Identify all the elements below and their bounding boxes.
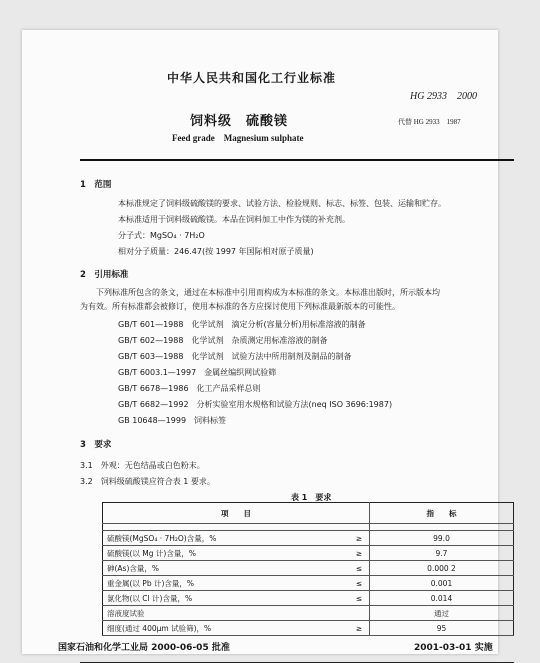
row-value: 95 xyxy=(370,621,514,636)
row-item: 细度(通过 400μm 试验筛)，% xyxy=(103,621,350,636)
table-caption: 表 1 要求 xyxy=(291,493,332,502)
row-sign: ≤ xyxy=(349,591,370,606)
table-header-row xyxy=(103,503,514,524)
effective-date: 2001-03-01 实施 xyxy=(414,643,493,653)
row-value: 0.014 xyxy=(370,591,514,606)
table-row xyxy=(103,561,514,576)
column-header-value: 指 标 xyxy=(370,503,514,524)
requirement-table-ref: 3.2 饲料级硫酸镁应符合表 1 要求。 xyxy=(80,477,215,486)
table-row xyxy=(103,621,514,636)
table-row xyxy=(103,531,514,546)
molar-mass-line: 相对分子质量：246.47(按 1997 年国际相对原子质量) xyxy=(118,247,314,256)
header-divider xyxy=(80,159,514,161)
row-value: 0.000 2 xyxy=(370,561,514,576)
standard-title: 中华人民共和国化工行业标准 xyxy=(167,71,337,85)
row-sign xyxy=(349,606,370,621)
reference-item: GB/T 602—1988 化学试剂 杂质测定用标准溶液的制备 xyxy=(118,336,328,345)
row-sign: ≥ xyxy=(349,546,370,561)
reference-item: GB/T 601—1988 化学试剂 滴定分析(容量分析)用标准溶液的制备 xyxy=(118,320,366,329)
row-sign: ≤ xyxy=(349,561,370,576)
scope-line: 本标准适用于饲料级硫酸镁。本品在饲料加工中作为镁的补充剂。 xyxy=(118,215,350,224)
reference-item: GB 10648—1999 饲料标签 xyxy=(118,416,227,425)
row-item: 砷(As)含量，% xyxy=(103,561,350,576)
reference-intro: 下列标准所包含的条文，通过在本标准中引用而构成为本标准的条文。本标准出版时，所示版本均 xyxy=(96,288,440,297)
row-sign: ≥ xyxy=(349,531,370,546)
column-header-item: 项 目 xyxy=(103,503,370,524)
row-value: 0.001 xyxy=(370,576,514,591)
reference-item: GB/T 6003.1—1997 金属丝编织网试验筛 xyxy=(118,368,277,377)
row-item: 硫酸镁(以 Mg 计)含量，% xyxy=(103,546,350,561)
row-item: 重金属(以 Pb 计)含量，% xyxy=(103,576,350,591)
table-row xyxy=(103,591,514,606)
section-1-heading: 1 范围 xyxy=(80,180,112,190)
issuer-line: 国家石油和化学工业局 2000-06-05 批准 xyxy=(58,643,230,653)
scope-line: 本标准规定了饲料级硫酸镁的要求、试验方法、检验规则、标志、标签、包装、运输和贮存。 xyxy=(118,199,446,208)
formula-line: 分子式：MgSO₄ · 7H₂O xyxy=(118,231,205,240)
row-value: 99.0 xyxy=(370,531,514,546)
table-row xyxy=(103,576,514,591)
section-3-heading: 3 要求 xyxy=(80,440,112,450)
row-item: 氯化物(以 Cl 计)含量，% xyxy=(103,591,350,606)
replaces-note: 代替 HG 2933 1987 xyxy=(398,118,461,126)
table-row xyxy=(103,606,514,621)
row-sign: ≥ xyxy=(349,621,370,636)
reference-item: GB/T 6678—1986 化工产品采样总则 xyxy=(118,384,261,393)
reference-item: GB/T 603—1988 化学试剂 试验方法中所用制剂及制品的制备 xyxy=(118,352,352,361)
row-item: 溶液度试验 xyxy=(103,606,350,621)
row-item: 硫酸镁(MgSO₄ · 7H₂O)含量，% xyxy=(103,531,350,546)
requirements-table xyxy=(102,502,514,636)
row-value: 通过 xyxy=(370,606,514,621)
table-row xyxy=(103,546,514,561)
english-title: Feed grade Magnesium sulphate xyxy=(172,133,304,143)
section-2-heading: 2 引用标准 xyxy=(80,270,129,280)
document-page xyxy=(22,30,498,654)
standard-code: HG 2933 2000 xyxy=(410,91,477,102)
document-title: 饲料级 硫酸镁 xyxy=(190,114,289,129)
reference-item: GB/T 6682—1992 分析实验室用水规格和试验方法(neq ISO 3696:1987) xyxy=(118,400,393,409)
reference-intro: 为有效。所有标准都会被修订，使用本标准的各方应探讨使用下列标准最新版本的可能性。 xyxy=(80,302,400,311)
row-sign: ≤ xyxy=(349,576,370,591)
row-value: 9.7 xyxy=(370,546,514,561)
requirement-appearance: 3.1 外观：无色结晶或白色粉末。 xyxy=(80,461,205,470)
